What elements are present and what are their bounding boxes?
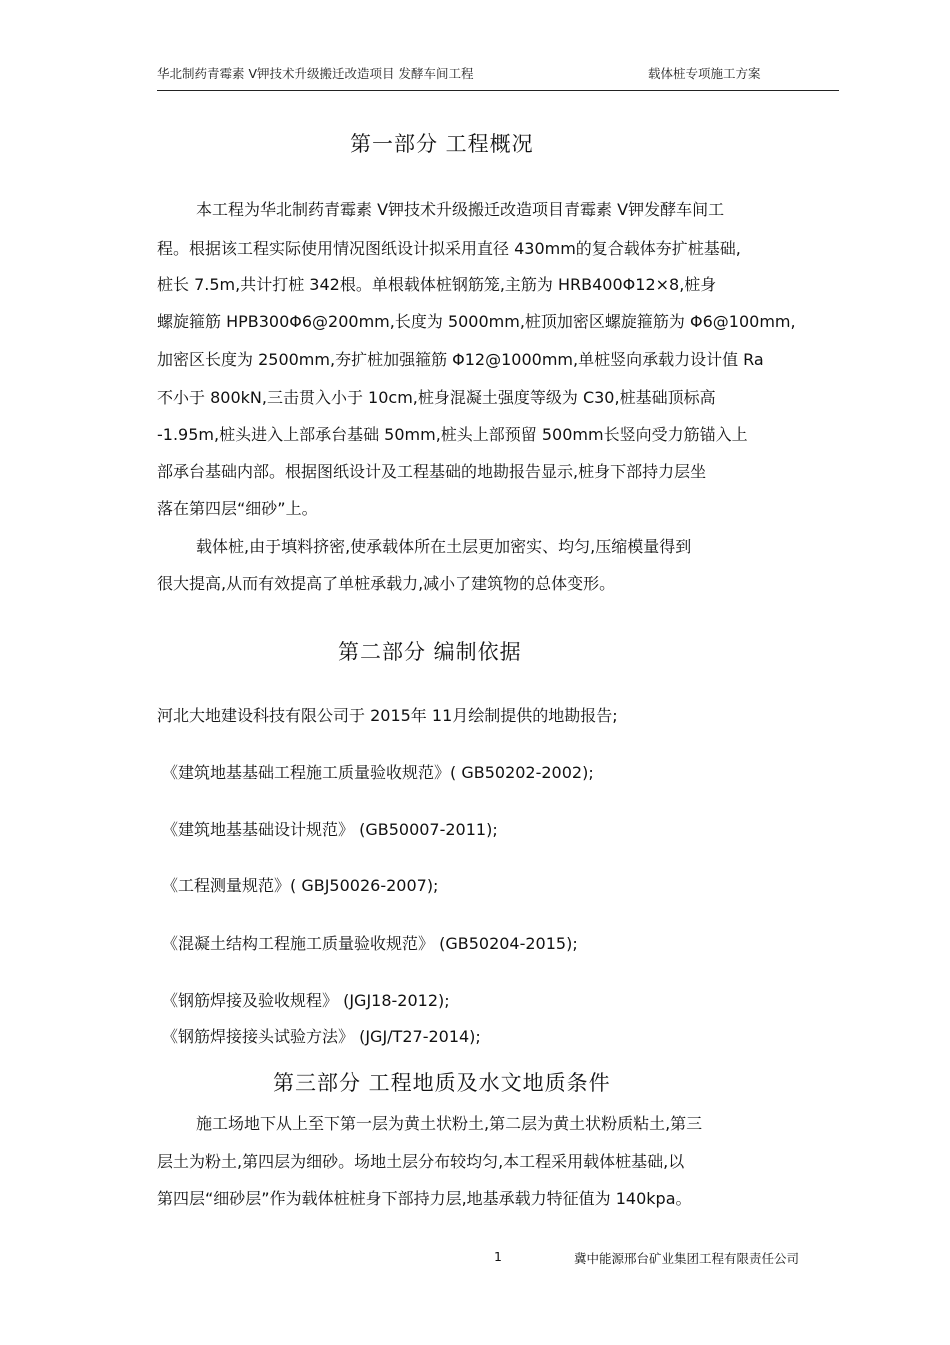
header-doc-title: 载体桩专项施工方案 — [648, 66, 761, 81]
section1-line-5: 加密区长度为 2500mm,夯扩桩加强箍筋 Φ12@1000mm,单桩竖向承载力设计值 Ra — [157, 350, 764, 369]
section2-intro: 河北大地建设科技有限公司于 2015年 11月绘制提供的地勘报告; — [157, 706, 618, 725]
section3-line-2: 层土为粉土,第四层为细砂。场地土层分布较均匀,本工程采用载体桩基础,以 — [157, 1152, 685, 1171]
header-project: 华北制药青霉素 V钾技术升级搬迁改造项目 发酵车间工程 — [157, 66, 474, 81]
reference-item: 《建筑地基基础工程施工质量验收规范》( GB50202-2002); — [162, 763, 594, 782]
section2-title: 第二部分 编制依据 — [338, 640, 522, 664]
section3-line-3: 第四层“细砂层”作为载体桩桩身下部持力层,地基承载力特征值为 140kpa。 — [157, 1189, 692, 1208]
section1-line-7: -1.95m,桩头进入上部承台基础 50mm,桩头上部预留 500mm长竖向受力筋锚入上 — [157, 425, 748, 444]
section1-title: 第一部分 工程概况 — [350, 132, 534, 156]
section1-line-1: 本工程为华北制药青霉素 V钾技术升级搬迁改造项目青霉素 V钾发酵车间工 — [196, 200, 725, 219]
reference-item: 《混凝土结构工程施工质量验收规范》 (GB50204-2015); — [162, 934, 578, 953]
section1-line-4: 螺旋箍筋 HPB300Φ6@200mm,长度为 5000mm,桩顶加密区螺旋箍筋为 Φ6@100mm, — [157, 312, 796, 331]
section1-line-2: 程。根据该工程实际使用情况图纸设计拟采用直径 430mm的复合载体夯扩桩基础, — [157, 239, 741, 258]
section1-para2-line-2: 很大提高,从而有效提高了单桩承载力,减小了建筑物的总体变形。 — [157, 574, 616, 593]
section1-line-9: 落在第四层“细砂”上。 — [157, 499, 318, 518]
reference-item: 《工程测量规范》( GBJ50026-2007); — [162, 876, 439, 895]
page-number: 1 — [494, 1249, 502, 1264]
reference-item: 《钢筋焊接接头试验方法》 (JGJ/T27-2014); — [162, 1027, 481, 1046]
footer-company: 冀中能源邢台矿业集团工程有限责任公司 — [574, 1251, 800, 1266]
section1-line-6: 不小于 800kN,三击贯入小于 10cm,桩身混凝土强度等级为 C30,桩基础顶标高 — [157, 388, 716, 407]
section3-line-1: 施工场地下从上至下第一层为黄土状粉土,第二层为黄土状粉质粘土,第三 — [196, 1114, 703, 1133]
reference-item: 《钢筋焊接及验收规程》 (JGJ18-2012); — [162, 991, 450, 1010]
section1-para2-line-1: 载体桩,由于填料挤密,使承载体所在土层更加密实、均匀,压缩模量得到 — [196, 537, 692, 556]
header-divider — [157, 90, 839, 91]
section1-line-3: 桩长 7.5m,共计打桩 342根。单根载体桩钢筋笼,主筋为 HRB400Φ12×8,桩身 — [157, 275, 717, 294]
reference-item: 《建筑地基基础设计规范》 (GB50007-2011); — [162, 820, 498, 839]
section1-line-8: 部承台基础内部。根据图纸设计及工程基础的地勘报告显示,桩身下部持力层坐 — [157, 462, 707, 481]
section3-title: 第三部分 工程地质及水文地质条件 — [273, 1071, 611, 1095]
